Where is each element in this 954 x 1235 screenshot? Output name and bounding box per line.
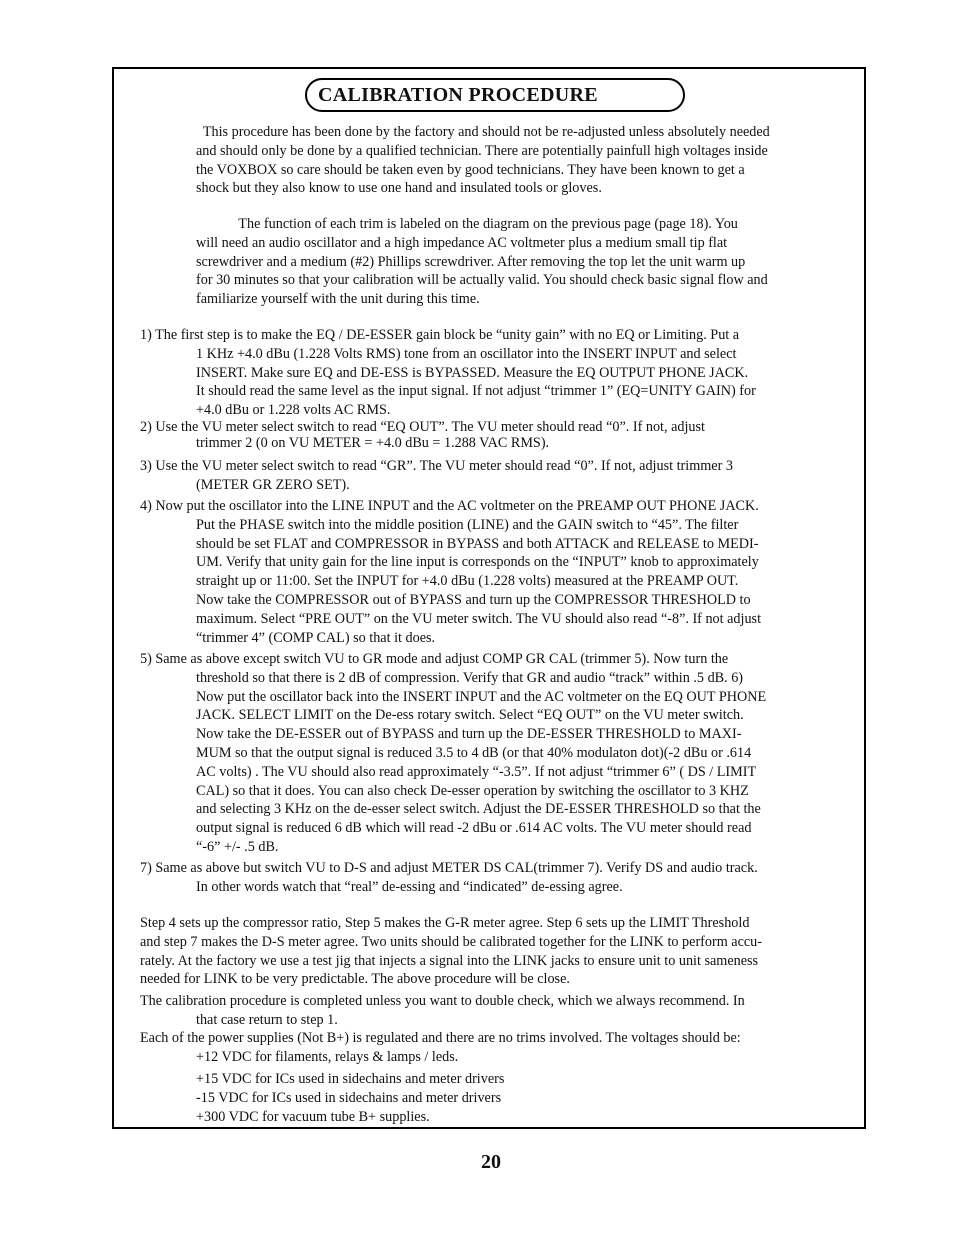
text-line: threshold so that there is 2 dB of compression. Verify that GR and audio “track” within .5 dB. 6) (196, 669, 744, 686)
text-line: familiarize yourself with the unit during this time. (196, 291, 480, 308)
text-line: In other words watch that “real” de-essing and “indicated” de-essing agree. (196, 878, 623, 895)
step-5 (140, 650, 766, 857)
step-first-line: 5) Same as above except switch VU to GR mode and adjust COMP GR CAL (trimmer 5). Now turn the (140, 651, 729, 667)
voltage-line: +15 VDC for ICs used in sidechains and meter drivers (196, 1071, 505, 1087)
step-first-line: 3) Use the VU meter select switch to read “GR”. The VU meter should read “0”. If not, adjust trimmer 3 (140, 458, 733, 474)
text-line: Each of the power supplies (Not B+) is regulated and there are no trims involved. The voltages should be: (140, 1030, 741, 1046)
voltage-line: +300 VDC for vacuum tube B+ supplies. (196, 1108, 430, 1125)
text-line: UM. Verify that unity gain for the line input is corresponds on the “INPUT” knob to approximately (196, 554, 759, 571)
text-line: should be set FLAT and COMPRESSOR in BYPASS and both ATTACK and RELEASE to MEDI- (196, 535, 759, 552)
page-number: 20 (481, 1151, 501, 1173)
step-4 (140, 497, 761, 647)
text-line: MUM so that the output signal is reduced 3.5 to 4 dB (or that 40% modulaton dot)(-2 dBu or .614 (196, 744, 752, 761)
text-line: shock but they also know to use one hand and insulated tools or gloves. (196, 180, 602, 197)
text-line: straight up or 11:00. Set the INPUT for +4.0 dBu (1.228 volts) measured at the PREAMP OUT. (196, 573, 739, 590)
text-line: and should only be done by a qualified technician. There are potentially painfull high voltages inside (196, 142, 768, 159)
text-line: maximum. Select “PRE OUT” on the VU meter switch. The VU should also read “-8”. If not adjust (196, 610, 762, 627)
intro-paragraph-1 (196, 123, 770, 198)
text-line: This procedure has been done by the factory and should not be re-adjusted unless absolutely needed (196, 124, 770, 140)
text-line: Put the PHASE switch into the middle position (LINE) and the GAIN switch to “45”. The filter (196, 516, 739, 533)
text-line: the VOXBOX so care should be taken even by good technicians. They have been known to get a (196, 161, 745, 178)
text-line: 1 KHz +4.0 dBu (1.228 Volts RMS) tone from an oscillator into the INSERT INPUT and select (196, 345, 737, 362)
power-supplies-paragraph (140, 1029, 741, 1067)
text-line: Step 4 sets up the compressor ratio, Step 5 makes the G-R meter agree. Step 6 sets up the LIMIT Threshold (140, 915, 750, 931)
text-line: Now put the oscillator back into the INSERT INPUT and the AC voltmeter on the EQ OUT PHONE (196, 688, 767, 705)
text-line: that case return to step 1. (196, 1011, 338, 1028)
text-line: screwdriver and a medium (#2) Phillips screwdriver. After removing the top let the unit warm up (196, 253, 746, 270)
intro-paragraph-2 (196, 215, 768, 309)
voltage-line: +12 VDC for filaments, relays & lamps / leds. (196, 1048, 459, 1065)
step-1 (140, 326, 756, 420)
text-line: CAL) so that it does. You can also check De-esser operation by switching the oscillator to 3 KHZ (196, 782, 749, 799)
text-line: output signal is reduced 6 dB which will read -2 dBu or .614 AC volts. The VU meter should read (196, 820, 752, 837)
step-first-line: 4) Now put the oscillator into the LINE INPUT and the AC voltmeter on the PREAMP OUT PHONE JACK. (140, 498, 759, 514)
voltage-line: -15 VDC for ICs used in sidechains and meter drivers (196, 1089, 502, 1106)
text-line: “-6” +/- .5 dB. (196, 838, 279, 855)
text-line: JACK. SELECT LIMIT on the De-ess rotary switch. Select “EQ OUT” on the VU meter switch. (196, 707, 744, 724)
summary-paragraph (140, 914, 762, 989)
text-line: It should read the same level as the input signal. If not adjust “trimmer 1” (EQ=UNITY GAIN) for (196, 383, 756, 400)
page-title: CALIBRATION PROCEDURE (318, 84, 598, 106)
text-line: AC volts) . The VU should also read approximately “-3.5”. If not adjust “trimmer 6” ( DS / LIMIT (196, 763, 757, 780)
step-2 (140, 420, 705, 451)
text-line: Now take the COMPRESSOR out of BYPASS and turn up the COMPRESSOR THRESHOLD to (196, 591, 751, 608)
voltage-list (196, 1070, 504, 1126)
text-line: will need an audio oscillator and a high impedance AC voltmeter plus a medium small tip flat (196, 234, 728, 251)
text-line: The calibration procedure is completed unless you want to double check, which we always recommend. In (140, 993, 745, 1009)
text-line: “trimmer 4” (COMP CAL) so that it does. (196, 629, 436, 646)
completion-paragraph (140, 992, 745, 1030)
step-first-line: 1) The first step is to make the EQ / DE-ESSER gain block be “unity gain” with no EQ or Limiting. Put a (140, 327, 740, 343)
text-line: needed for LINK to be very predictable. The above procedure will be close. (140, 971, 570, 988)
text-line: +4.0 dBu or 1.228 volts AC RMS. (196, 402, 391, 419)
text-line: INSERT. Make sure EQ and DE-ESS is BYPASSED. Measure the EQ OUTPUT PHONE JACK. (196, 364, 749, 381)
text-line: rately. At the factory we use a test jig that injects a signal into the LINK jacks to ensure unit to unit sameness (140, 952, 759, 969)
text-line: for 30 minutes so that your calibration will be actually valid. You should check basic signal flow and (196, 272, 768, 289)
text-line: The function of each trim is labeled on the diagram on the previous page (page 18). You (196, 216, 738, 232)
text-line: (METER GR ZERO SET). (196, 476, 350, 493)
text-line: and step 7 makes the D-S meter agree. Two units should be calibrated together for the LINK to perform accu- (140, 933, 762, 950)
step-first-line: 7) Same as above but switch VU to D-S and adjust METER DS CAL(trimmer 7). Verify DS and audio track. (140, 860, 758, 876)
step-7 (140, 859, 758, 897)
text-line: trimmer 2 (0 on VU METER = +4.0 dBu = 1.288 VAC RMS). (196, 434, 550, 451)
step-3 (140, 457, 733, 495)
text-line: Now take the DE-ESSER out of BYPASS and turn up the DE-ESSER THRESHOLD to MAXI- (196, 726, 742, 743)
step-first-line: 2) Use the VU meter select switch to read “EQ OUT”. The VU meter should read “0”. If not, adjust (140, 419, 705, 435)
text-line: and selecting 3 KHz on the de-esser select switch. Adjust the DE-ESSER THRESHOLD so that the (196, 801, 761, 818)
